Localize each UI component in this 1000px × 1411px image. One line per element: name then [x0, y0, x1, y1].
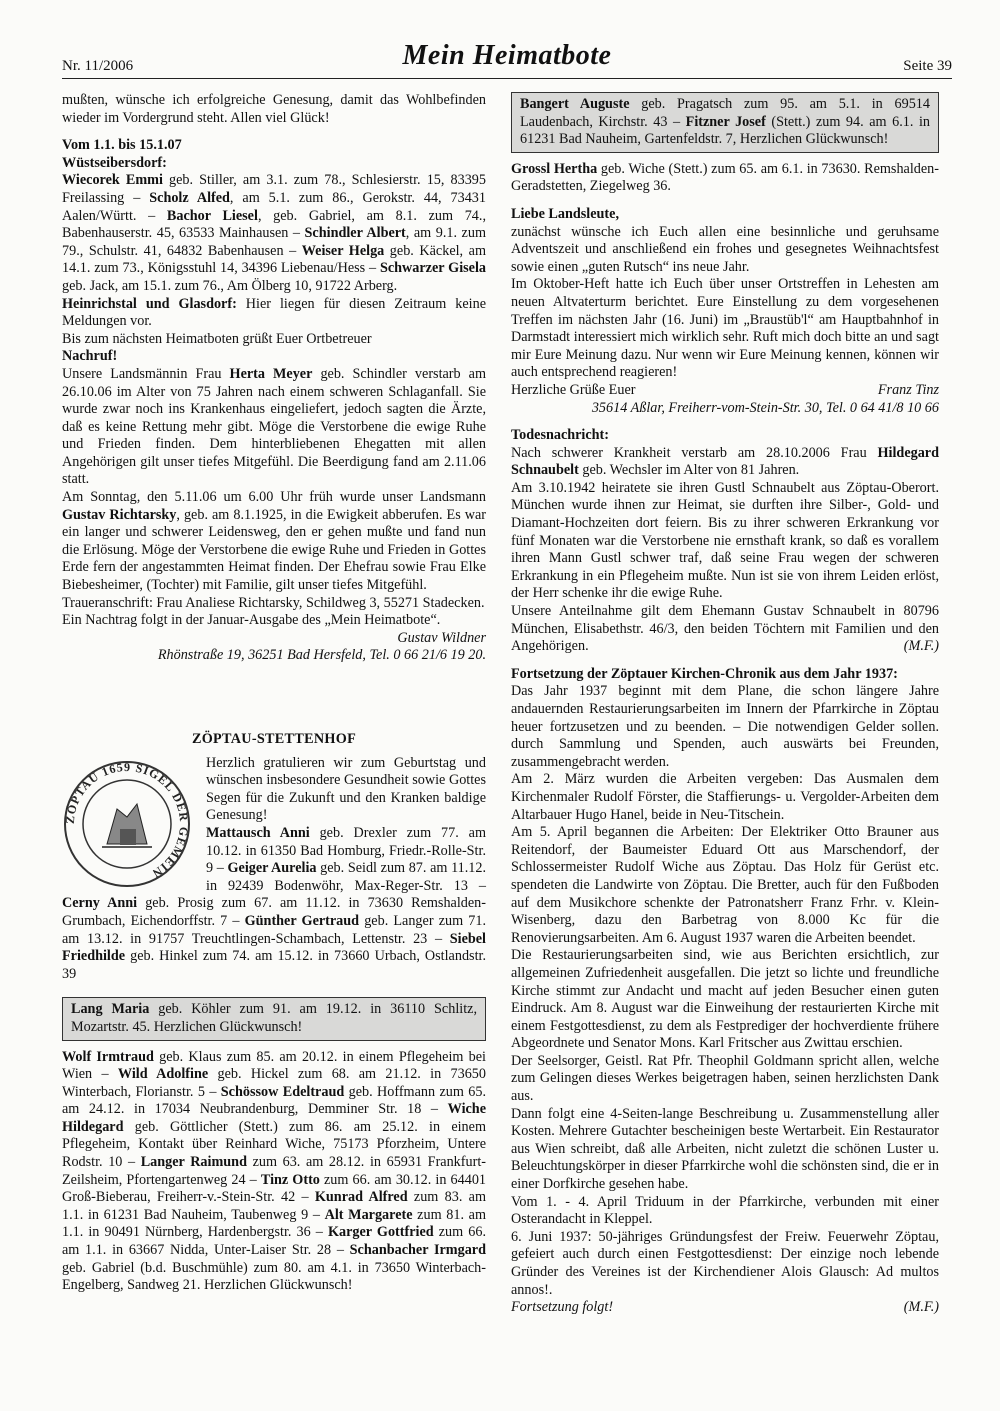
signer-address: Rhönstraße 19, 36251 Bad Hersfeld, Tel. 0 66 21/6 19 20. [157, 647, 486, 664]
entry-name: Schwarzer Gisela [379, 260, 486, 277]
greeting-line: Bis zum nächsten Heimatboten grüßt Euer Ortbetreuer [62, 330, 372, 347]
header-rule [62, 78, 952, 79]
chronik-p1: Das Jahr 1937 beginnt mit dem Plane, die schon längere Jahre andauernden Restaurierungsarbeiten im Innern der Pfarrkirche in Zöptau heuer fortzusetzen und zu beenden. – Die notwendigen Gelder sollen. durch Sammlung und Spenden, auch auswärts bei Freunden, zusammengebracht werden. [511, 683, 939, 770]
chronik-p7: Vom 1. - 4. April Triduum in der Pfarrkirche, verbunden mit einer Osterandacht in Kleppel. [511, 1193, 939, 1228]
entry-name: Tinz Otto [260, 1171, 320, 1188]
highlight-box-lang: Lang Maria geb. Köhler zum 91. am 19.12. in 36110 Schlitz, Mozartstr. 45. Herzlichen Glückwunsch! [62, 997, 486, 1040]
entry-name: Geiger Aurelia [227, 860, 317, 877]
chronik-p8: 6. Juni 1937: 50-jähriges Gründungsfest der Freiw. Feuerwehr Zöptau, gefeiert auch durch einen Festgottesdienst: Der einzige noch lebende Gründer des Vereines ist der Kirchendiener Alois Glausch: Ad multos annos!. [511, 1228, 939, 1298]
landsleute-p1: zunächst wünsche ich Euch allen eine besinnliche und geruhsame Adventszeit und anschließend ein frohes und gesegnetes Weihnachtsfest sowie einen „guten Rutsch“ ins neue Jahr. [511, 223, 939, 275]
place-heading: Wüstseibersdorf: [62, 154, 167, 171]
entry-text: zum 66. am 1.1. in 63667 Nidda, Unter-Laiser Str. 28 – [62, 1224, 486, 1259]
entry-name: Alt Margarete [324, 1206, 413, 1223]
entry-text: geb. Käckel, am 14.1. zum 73., Königsstuhl 14, 34396 Liebenau/Hess – [62, 242, 486, 277]
zoeptau-intro: Herzlich gratulieren wir zum Geburtstag und wünschen insbesondere Gesundheit sowie Gottes Segen für die Zukunft und den Kranken baldige Genesung! [206, 754, 486, 824]
entry-name: Siebel Friedhilde [62, 930, 486, 965]
chronik-heading: Fortsetzung der Zöptauer Kirchen-Chronik aus dem Jahr 1937: [511, 665, 898, 682]
entry-name: Scholz Alfed [149, 189, 230, 206]
entry-name: Cerny Anni [62, 895, 138, 912]
todes-heading: Todesnachricht: [511, 427, 610, 444]
chronik-p4: Die Restaurierungsarbeiten sind, wie aus Berichten ersichtlich, zur allgemeinen Zufriedenheit ausgefallen. Die jetzt so lichte und freundliche Kirche stimmt zur Andacht und macht auf jeden Besucher einen guten Eindruck. Am 8. August war die Einweihung der restaurierten Kirche mit einem Festgottesdienst, zu dem als Festprediger der hochverdiente frühere Abgeordnete und Senator Mons. Karl Fritscher aus Zwittau erschien. [511, 947, 939, 1052]
page-number: Seite 39 [903, 58, 952, 74]
obituary-richtarsky: Am Sonntag, den 5.11.06 um 6.00 Uhr früh wurde unser Landsmann Gustav Richtarsky, geb. am 8.1.1925, in die Ewigkeit abberufen. Es war ein langer und schwerer Leidensweg, den er gehen mußte und fand nun die Erlösung. Möge der Verstorbene die ewige Ruhe und Frieden in Gottes Erde fern der angestammten Heimat finden. Der Ehefrau sowie Frau Elke Biebesheimer, (Tochter) mit Familie, gilt unser tiefes Mitgefühl. [62, 489, 487, 594]
entry-name: Schindler Albert [304, 225, 406, 242]
entry-text: , am 5.1. zum 86., Gerokstr. 44, 73431 Aalen/Württ. – [62, 189, 486, 224]
entry-text: , geb. Gabriel, am 8.1. zum 74., Babenhauserstr. 45, 63533 Mainhausen – [62, 207, 486, 242]
entry-text: geb. Gabriel (b.d. Buschmühle) zum 80. am 4.1. in 73650 Winterbach-Engelberg, Sandweg 21. Herzlichen Glückwunsch! [62, 1259, 486, 1294]
entry-text: zum 63. am 28.12. in 65931 Frankfurt-Zeilsheim, Pfortengartenweg 24 – [62, 1154, 486, 1188]
entry-name: Kunrad Alfred [314, 1189, 408, 1206]
chronik-footer: Fortsetzung folgt! (M.F.) [511, 1299, 939, 1316]
birthday-list-zt2 [62, 1049, 486, 1295]
entry-name: Günther Gertraud [244, 912, 360, 929]
highlight-box-bangert: Bangert Auguste geb. Pragatsch zum 95. am 5.1. in 69514 Laudenbach, Kirchstr. 43 – Fitzner Josef (Stett.) zum 94. am 6.1. in 61231 Bad Nauheim, Gartenfeldstr. 7, Herzlichen Glückwunsch! [511, 92, 939, 153]
entry-text: geb. Seidl zum 87. am 11.12. in 92439 Bodenwöhr, Max-Reger-Str. 13 – [206, 860, 487, 894]
zoeptau-title: ZÖPTAU-STETTENHOF [191, 731, 357, 747]
entry-text: geb. Drexler zum 77. am 10.12. in 61350 Bad Homburg, Friedr.-Rolle-Str. 9 – [206, 824, 486, 877]
entry-name: Weiser Helga [301, 242, 385, 259]
entry-name: Mattausch Anni [206, 824, 310, 841]
masthead-logo: Mein Heimatbote [402, 40, 612, 71]
todes-p2: Am 3.10.1942 heiratete sie ihren Gustl Schnaubelt aus Zöptau-Oberort. München wurde ihnen zur Heimat, sie durften ihre Silber-, Gold- und Diamant-Hochzeiten dort feiern. Bis zu ihrer schweren Erkrankung vor fünf Monaten war die Verstorbene nie ernsthaft krank, so daß es vorallem ihren Mann Gustl schwer traf, daß seine Frau wegen der schweren Erkrankung in ein Pflegeheim mußte. Nun ist sie von ihrem Leiden erlöst, der Herr schenke ihr die ewige Ruhe. [511, 479, 939, 602]
right-column [511, 92, 939, 1317]
todes-p1: Nach schwerer Krankheit verstarb am 28.10.2006 Frau Hildegard Schnaubelt geb. Wechsler im Alter von 81 Jahren. [511, 444, 939, 479]
birthday-list-ws [62, 172, 486, 295]
chronik-p5: Der Seelsorger, Geistl. Rat Pfr. Theophil Goldmann spricht allen, welche zum Gelingen dieses Werkes beigetragen haben, seinen herzlichsten Dank aus. [511, 1052, 939, 1105]
entry-text: zum 83. am 1.1. in 61231 Bad Nauheim, Taubenweg 9 – [62, 1189, 486, 1223]
trauer-address: Traueranschrift: Frau Analiese Richtarsky, Schildweg 3, 55271 Stadecken. [62, 594, 485, 611]
nachruf-heading: Nachruf! [62, 348, 118, 365]
entry-name: Wiecorek Emmi [62, 172, 163, 189]
chronik-p3: Am 5. April begannen die Arbeiten: Der Elektriker Otto Brauner aus Reitendorf, der Baumeister Eduard Ott aus Marschendorf, der Schlossermeister Rudolf Wiche aus Zöptau. Das Holz für Gerüst etc. spendeten die Landwirte von Zöptau. Die Bretter, auch für den Fußboden auf dem Musikchore schenkte der Patronatsherr Franz Frhr. v. Klein-Wisenberg, dazu den Barbetrag von 8.000 Kc für die Renovierungsarbeiten. Am 6. August 1937 waren die Arbeiten beendet. [511, 824, 939, 946]
page-header [62, 40, 952, 78]
obituary-meyer: Unsere Landsmännin Frau Herta Meyer geb. Schindler verstarb am 26.10.06 im Alter von 75 Jahren nach einem schweren Schlaganfall. Sie wurde zwar noch ins Krankenhaus eingeliefert, jedoch sagten die Ärzte, daß es keine Rettung mehr gibt. Möge die Verstorbene die ewige Ruhe und Frieden finden. Dem hinterbliebenen Ehegatten mit allen Angehörigen gilt unser tiefes Mitgefühl. Die Beerdigung fand am 2.11.06 statt. [62, 365, 486, 488]
issue-number: Nr. 11/2006 [62, 58, 134, 74]
zoeptau-seal-icon [62, 759, 192, 889]
entry-text: geb. Hinkel zum 74. am 15.12. in 73660 Urbach, Ostlandstr. 39 [62, 948, 486, 982]
heinrichstal-note: Heinrichstal und Glasdorf: Hier liegen für diesen Zeitraum keine Meldungen vor. [62, 295, 486, 330]
left-column [62, 92, 486, 1295]
svg-text:ZÖPTAU 1659 SIGEL DER GEMEIN: ZÖPTAU 1659 SIGEL DER GEMEIN [62, 759, 192, 881]
entry-text: geb. Prosig zum 67. am 11.12. in 73630 Remshalden-Grumbach, Eichendorffstr. 7 – [62, 895, 486, 929]
entry-text: geb. Jack, am 15.1. zum 76., Am Ölberg 10, 91722 Arberg. [62, 277, 398, 294]
signer-name: Gustav Wildner [397, 629, 486, 646]
greet-line: Herzliche Grüße Euer Franz Tinz [511, 381, 939, 398]
entry-name: Langer Raimund [140, 1154, 247, 1171]
landsleute-heading: Liebe Landsleute, [511, 205, 619, 222]
entry-text: geb. Hoffmann zum 65. am 24.12. in 17034 Neubrandenburg, Demminer Str. 18 – [62, 1083, 486, 1118]
entry-name: Bachor Liesel [166, 207, 258, 224]
intro-text: mußten, wünsche ich erfolgreiche Genesung, damit das Wohlbefinden wieder im Vordergrund steht. Allen viel Glück! [62, 92, 486, 126]
landsleute-p2: Im Oktober-Heft hatte ich Euch über unser Ortstreffen in Lehesten am neuen Altvaterturm berichtet. Eure Einstellung zu dem vorgesehenen Treffen im nächsten Jahr (16. Juni) im „Braustüb'l“ am Hauptbahnhof in Darmstadt interessiert mich wirklich sehr. Ruft mich doch bitte an und sagt mir Eure Meinung dazu. Nur wenn wir Eure Meinung kennen, können wir auch entsprechend reagieren! [511, 276, 939, 381]
grossl-entry: Grossl Hertha geb. Wiche (Stett.) zum 65. am 6.1. in 73630. Remshalden-Geradstetten, Ziegelweg 36. [511, 160, 939, 195]
entry-name: Wolf Irmtraud [62, 1048, 154, 1065]
entry-name: Wiche Hildegard [62, 1101, 486, 1135]
todes-p3: Unsere Anteilnahme gilt dem Ehemann Gustav Schnaubelt in 80796 München, Elisabethstr. 46/3, den beiden Töchtern mit Familien und den Angehörigen. (M.F.) [511, 603, 939, 655]
entry-name: Karger Gottfried [327, 1224, 434, 1241]
zoeptau-section [62, 755, 486, 984]
entry-text: , am 9.1. zum 79., Schulstr. 41, 64832 Babenhausen – [62, 225, 486, 259]
period-heading: Vom 1.1. bis 15.1.07 [62, 137, 182, 154]
nachtrag-note: Ein Nachtrag folgt in der Januar-Ausgabe des „Mein Heimatbote“. [62, 612, 441, 629]
entry-name: Schanbacher Irmgard [349, 1242, 486, 1259]
entry-text: zum 66. am 30.12. in 64401 Groß-Bieberau, Freiherr-v.-Stein-Str. 42 – [62, 1171, 487, 1206]
entry-text: zum 81. am 1.1. in 90491 Nürnberg, Hardenbergstr. 36 – [62, 1206, 486, 1241]
entry-text: geb. Stiller, am 3.1. zum 78., Schlesierstr. 15, 83395 Freilassing – [62, 172, 486, 206]
chronik-p2: Am 2. März wurden die Arbeiten vergeben: Das Ausmalen dem Kirchenmaler Rudolf Förster, die Staffierungs- u. Vergolder-Arbeiten dem Altarbauer Hugo Hanel, beide in Neu-Titschein. [511, 771, 939, 823]
entry-text: geb. Göttlicher (Stett.) zum 86. am 25.12. in einem Pflegeheim, Kontakt über Reinhard Wiche, 75173 Pforzheim, Untere Rodstr. 10 – [62, 1118, 486, 1171]
entry-name: Schössow Edeltraud [220, 1083, 345, 1100]
chronik-p6: Dann folgt eine 4-Seiten-lange Beschreibung u. Zusammenstellung aller Kosten. Mehrere Gutachter bescheinigen beste Wertarbeit. Ein Restaurator aus Wien schreibt, daß alle Arbeiten, nicht zuletzt die schönen Luster u. Beleuchtungskörper in dieser Pfarrkirche wohl die schönsten sind, die er in einer Dorfkirche gesehen habe. [511, 1105, 939, 1193]
entry-text: geb. Klaus zum 85. am 20.12. in einem Pflegeheim bei Wien – [62, 1048, 486, 1083]
greet-address: 35614 Aßlar, Freiherr-vom-Stein-Str. 30, Tel. 0 64 41/8 10 66 [591, 399, 939, 416]
entry-name: Wild Adolfine [117, 1066, 209, 1083]
entry-text: geb. Hickel zum 68. am 21.12. in 73650 Winterbach, Florianstr. 5 – [62, 1066, 486, 1100]
entry-text: geb. Langer zum 71. am 13.12. in 91757 Treuchtlingen-Schambach, Lettenstr. 23 – [62, 912, 486, 947]
